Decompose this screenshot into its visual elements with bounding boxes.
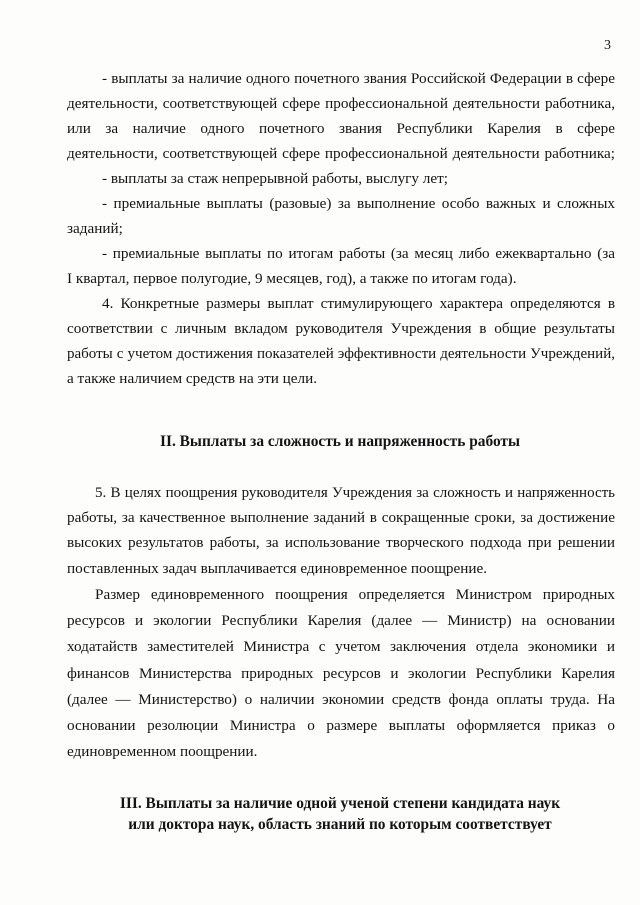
text-line: Размер единовременного поощрения определяется Министром природных [95, 586, 615, 603]
text-line: - выплаты за стаж непрерывной работы, выслугу лет; [102, 170, 448, 187]
text-line: 5. В целях поощрения руководителя Учреждения за сложность и напряженность [95, 485, 615, 501]
text-line: высоких результатов работы, за использование творческого подхода при решении [67, 534, 615, 551]
text-line: финансов Министерства природных ресурсов и экологии Республики Карелия [67, 665, 615, 682]
text-line: деятельности, соответствующей сфере профессиональной деятельности работника, [67, 95, 615, 112]
text-line: поставленных задач выплачивается единовременное поощрение. [67, 560, 488, 577]
text-line: или за наличие одного почетного звания Республики Карелия в сфере [67, 120, 615, 137]
text-line: - премиальные выплаты (разовые) за выполнение особо важных и сложных [102, 195, 615, 212]
text-line: 4. Конкретные размеры выплат стимулирующего характера определяются в [102, 295, 615, 312]
text-line: соответствии с личным вкладом руководителя Учреждения в общие результаты [67, 320, 615, 337]
text-line: I квартал, первое полугодие, 9 месяцев, год), а также по итогам года). [67, 270, 517, 287]
text-line: единовременном поощрении. [67, 743, 258, 760]
text-line: деятельности, соответствующей сфере профессиональной деятельности работника; [67, 145, 615, 162]
text-line: - выплаты за наличие одного почетного звания Российской Федерации в сфере [102, 70, 615, 87]
section-heading: III. Выплаты за наличие одной ученой степени кандидата наук [119, 795, 561, 812]
text-line: ходатайств заместителей Министра с учетом заключения отдела экономики и [67, 638, 615, 655]
text-line: работы с учетом достижения показателей эффективности деятельности Учреждений, [67, 346, 615, 362]
page-number: 3 [604, 38, 611, 53]
section-heading: или доктора наук, область знаний по которым соответствует [128, 816, 552, 833]
text-line: основании резолюции Министра о размере выплаты оформляется приказ о [67, 717, 615, 734]
section-heading: II. Выплаты за сложность и напряженность работы [159, 433, 521, 450]
text-line: работы, за качественное выполнение заданий в сокращенные сроки, за достижение [67, 509, 615, 526]
text-line: ресурсов и экологии Республики Карелия (далее — Министр) на основании [67, 612, 615, 629]
text-line: а также наличием средств на эти цели. [67, 370, 318, 387]
text-line: - премиальные выплаты по итогам работы (за месяц либо ежеквартально (за [102, 245, 615, 262]
text-line: заданий; [67, 220, 123, 237]
text-line: (далее — Министерство) о наличии экономии средств фонда оплаты труда. На [67, 691, 615, 708]
